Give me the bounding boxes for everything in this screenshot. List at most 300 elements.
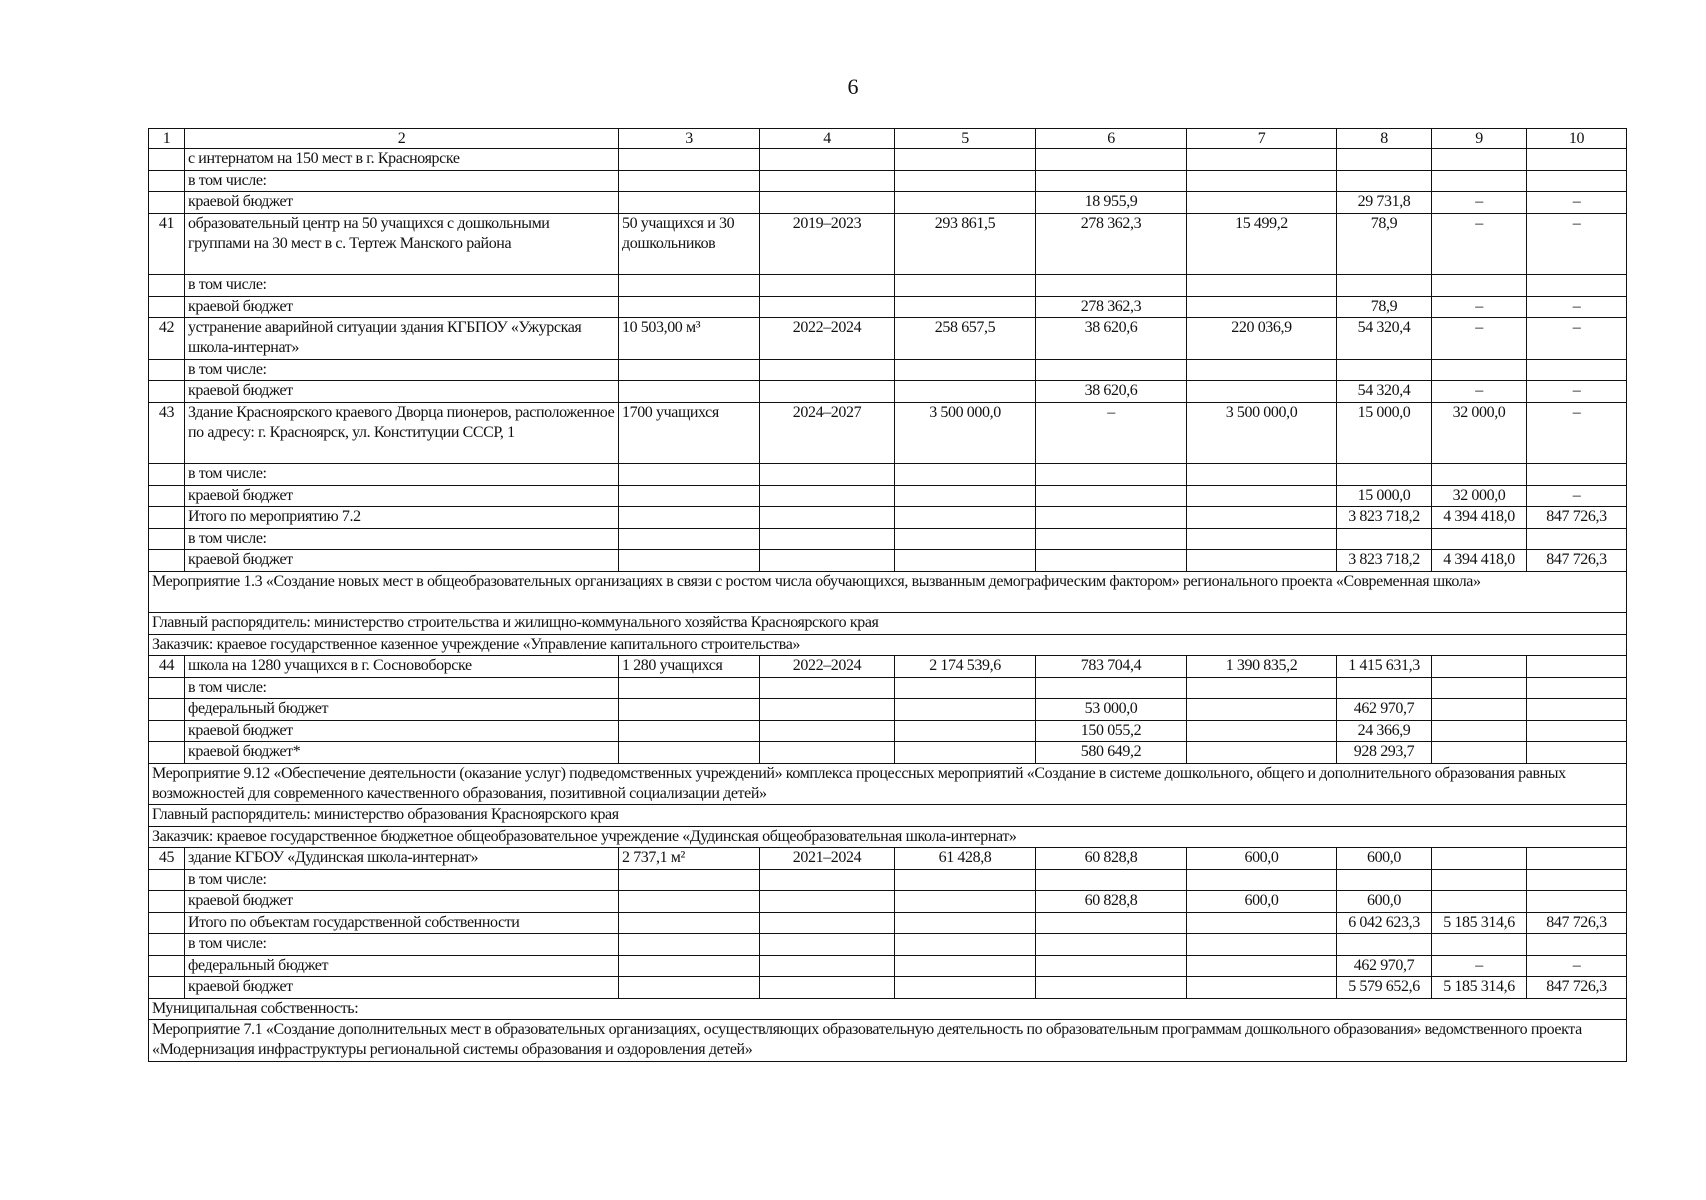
col6-cell: 783 704,4	[1036, 656, 1187, 678]
row-number-cell	[149, 464, 185, 486]
col9-cell	[1432, 528, 1527, 550]
col6-cell	[1036, 955, 1187, 977]
name-cell: краевой бюджет	[185, 381, 619, 403]
col7-cell	[1187, 699, 1337, 721]
col6-cell	[1036, 912, 1187, 934]
budget-table	[148, 128, 1627, 1062]
period-cell	[760, 550, 895, 572]
column-header: 5	[895, 129, 1036, 149]
row-number-cell: 44	[149, 656, 185, 678]
col9-cell	[1432, 656, 1527, 678]
capacity-cell	[619, 699, 760, 721]
name-cell: краевой бюджет	[185, 977, 619, 999]
col6-cell: 38 620,6	[1036, 381, 1187, 403]
col8-cell	[1337, 170, 1432, 192]
name-cell: краевой бюджет	[185, 485, 619, 507]
col8-cell	[1337, 528, 1432, 550]
col7-cell	[1187, 677, 1337, 699]
col9-cell	[1432, 891, 1527, 913]
col8-cell	[1337, 677, 1432, 699]
row-number-cell	[149, 192, 185, 214]
name-cell: краевой бюджет	[185, 192, 619, 214]
col9-cell	[1432, 742, 1527, 764]
section-header-row	[149, 1020, 1627, 1062]
table-row	[149, 977, 1627, 999]
col6-cell	[1036, 677, 1187, 699]
col7-cell	[1187, 720, 1337, 742]
table-row	[149, 170, 1627, 192]
col6-cell	[1036, 869, 1187, 891]
period-cell	[760, 149, 895, 171]
row-number-cell	[149, 891, 185, 913]
row-number-cell	[149, 296, 185, 318]
col8-cell: 928 293,7	[1337, 742, 1432, 764]
section-header-row	[149, 613, 1627, 635]
col9-cell	[1432, 170, 1527, 192]
col6-cell	[1036, 528, 1187, 550]
table-row	[149, 318, 1627, 360]
col8-cell: 1 415 631,3	[1337, 656, 1432, 678]
col7-cell	[1187, 381, 1337, 403]
col6-cell: –	[1036, 402, 1187, 464]
cost-cell	[895, 891, 1036, 913]
row-number-cell	[149, 528, 185, 550]
cost-cell	[895, 381, 1036, 403]
col8-cell: 54 320,4	[1337, 318, 1432, 360]
cost-cell	[895, 192, 1036, 214]
name-cell: в том числе:	[185, 869, 619, 891]
period-cell	[760, 192, 895, 214]
col6-cell: 38 620,6	[1036, 318, 1187, 360]
col7-cell	[1187, 149, 1337, 171]
col6-cell	[1036, 170, 1187, 192]
section-header-row	[149, 763, 1627, 805]
page-number: 6	[847, 74, 859, 99]
period-cell	[760, 275, 895, 297]
section-header-row	[149, 805, 1627, 827]
cost-cell	[895, 359, 1036, 381]
col6-cell	[1036, 275, 1187, 297]
column-header: 7	[1187, 129, 1337, 149]
col10-cell	[1527, 275, 1627, 297]
period-cell	[760, 742, 895, 764]
column-number-header-row	[149, 129, 1627, 149]
cost-cell	[895, 464, 1036, 486]
cost-cell	[895, 699, 1036, 721]
col7-cell	[1187, 485, 1337, 507]
col7-cell: 3 500 000,0	[1187, 402, 1337, 464]
col6-cell: 150 055,2	[1036, 720, 1187, 742]
section-header-row	[149, 826, 1627, 848]
col9-cell	[1432, 699, 1527, 721]
column-header: 9	[1432, 129, 1527, 149]
col9-cell	[1432, 275, 1527, 297]
name-cell: Здание Красноярского краевого Дворца пионеров, расположенное по адресу: г. Красноярск, ул. Конституции СССР, 1	[185, 402, 619, 464]
section-header-text: Мероприятие 1.3 «Создание новых мест в общеобразовательных организациях в связи с ростом числа обучающихся, вызванным демографическим фактором» регионального проекта «Современная школа»	[149, 571, 1627, 613]
row-number-cell: 45	[149, 848, 185, 870]
table-row	[149, 149, 1627, 171]
table-row	[149, 296, 1627, 318]
col10-cell: 847 726,3	[1527, 507, 1627, 529]
cost-cell	[895, 912, 1036, 934]
period-cell	[760, 869, 895, 891]
col9-cell: 4 394 418,0	[1432, 507, 1527, 529]
row-number-cell	[149, 955, 185, 977]
row-number-cell: 41	[149, 213, 185, 275]
col7-cell: 1 390 835,2	[1187, 656, 1337, 678]
capacity-cell	[619, 296, 760, 318]
col10-cell	[1527, 528, 1627, 550]
name-cell: в том числе:	[185, 464, 619, 486]
col10-cell	[1527, 934, 1627, 956]
col10-cell	[1527, 848, 1627, 870]
cost-cell	[895, 275, 1036, 297]
period-cell: 2019–2023	[760, 213, 895, 275]
name-cell: устранение аварийной ситуации здания КГБПОУ «Ужурская школа-интернат»	[185, 318, 619, 360]
col9-cell	[1432, 848, 1527, 870]
column-header: 6	[1036, 129, 1187, 149]
period-cell: 2024–2027	[760, 402, 895, 464]
name-cell: в том числе:	[185, 677, 619, 699]
table-row	[149, 528, 1627, 550]
col6-cell	[1036, 464, 1187, 486]
capacity-cell: 50 учащихся и 30 дошкольников	[619, 213, 760, 275]
row-number-cell	[149, 381, 185, 403]
period-cell: 2021–2024	[760, 848, 895, 870]
col10-cell: –	[1527, 213, 1627, 275]
period-cell	[760, 677, 895, 699]
section-header-text: Главный распорядитель: министерство строительства и жилищно-коммунального хозяйства Красноярского края	[149, 613, 1627, 635]
name-cell: в том числе:	[185, 934, 619, 956]
table-row	[149, 677, 1627, 699]
col9-cell: 5 185 314,6	[1432, 912, 1527, 934]
cost-cell	[895, 677, 1036, 699]
row-number-cell	[149, 742, 185, 764]
col6-cell: 18 955,9	[1036, 192, 1187, 214]
col8-cell: 15 000,0	[1337, 402, 1432, 464]
col6-cell: 278 362,3	[1036, 213, 1187, 275]
col6-cell	[1036, 359, 1187, 381]
capacity-cell	[619, 275, 760, 297]
col10-cell: –	[1527, 485, 1627, 507]
row-number-cell	[149, 912, 185, 934]
capacity-cell	[619, 170, 760, 192]
capacity-cell	[619, 149, 760, 171]
table-row	[149, 485, 1627, 507]
row-number-cell	[149, 359, 185, 381]
row-number-cell	[149, 720, 185, 742]
col9-cell: –	[1432, 318, 1527, 360]
capacity-cell	[619, 934, 760, 956]
row-number-cell	[149, 677, 185, 699]
table-row	[149, 912, 1627, 934]
section-header-row	[149, 634, 1627, 656]
table-row	[149, 507, 1627, 529]
col7-cell: 600,0	[1187, 848, 1337, 870]
table-row	[149, 275, 1627, 297]
capacity-cell	[619, 192, 760, 214]
capacity-cell	[619, 464, 760, 486]
col8-cell	[1337, 464, 1432, 486]
col9-cell	[1432, 934, 1527, 956]
period-cell: 2022–2024	[760, 656, 895, 678]
name-cell: федеральный бюджет	[185, 699, 619, 721]
col9-cell: 32 000,0	[1432, 402, 1527, 464]
row-number-cell	[149, 170, 185, 192]
row-number-cell	[149, 550, 185, 572]
col7-cell	[1187, 170, 1337, 192]
col10-cell	[1527, 149, 1627, 171]
col9-cell	[1432, 677, 1527, 699]
col7-cell: 220 036,9	[1187, 318, 1337, 360]
cost-cell: 2 174 539,6	[895, 656, 1036, 678]
cost-cell: 61 428,8	[895, 848, 1036, 870]
col6-cell: 580 649,2	[1036, 742, 1187, 764]
period-cell	[760, 464, 895, 486]
section-header-text: Мероприятие 7.1 «Создание дополнительных мест в образовательных организациях, осуществляющих образовательную деятельность по образовательным программам дошкольного образования» ведомственного проекта «Модернизация инфраструктуры региональной системы образования и оздоровления детей»	[149, 1020, 1627, 1062]
period-cell	[760, 912, 895, 934]
col8-cell: 78,9	[1337, 296, 1432, 318]
table-row	[149, 720, 1627, 742]
col7-cell	[1187, 275, 1337, 297]
cost-cell	[895, 955, 1036, 977]
name-cell: федеральный бюджет	[185, 955, 619, 977]
col10-cell	[1527, 869, 1627, 891]
section-header-text: Заказчик: краевое государственное бюджетное общеобразовательное учреждение «Дудинская общеобразовательная школа-интернат»	[149, 826, 1627, 848]
col9-cell: 32 000,0	[1432, 485, 1527, 507]
row-number-cell: 42	[149, 318, 185, 360]
col7-cell	[1187, 955, 1337, 977]
capacity-cell: 1 280 учащихся	[619, 656, 760, 678]
col9-cell: 5 185 314,6	[1432, 977, 1527, 999]
row-number-cell: 43	[149, 402, 185, 464]
section-header-text: Мероприятие 9.12 «Обеспечение деятельности (оказание услуг) подведомственных учреждений» комплекса процессных мероприятий «Создание в системе дошкольного, общего и дополнительного образования равных возможностей для современного качественного образования, позитивной социализации детей»	[149, 763, 1627, 805]
name-cell: здание КГБОУ «Дудинская школа-интернат»	[185, 848, 619, 870]
col8-cell: 54 320,4	[1337, 381, 1432, 403]
col7-cell	[1187, 912, 1337, 934]
row-number-cell	[149, 507, 185, 529]
name-cell: в том числе:	[185, 359, 619, 381]
col6-cell: 60 828,8	[1036, 891, 1187, 913]
col7-cell	[1187, 528, 1337, 550]
cost-cell	[895, 977, 1036, 999]
col10-cell: –	[1527, 955, 1627, 977]
cost-cell: 293 861,5	[895, 213, 1036, 275]
col10-cell: –	[1527, 381, 1627, 403]
capacity-cell	[619, 677, 760, 699]
col8-cell: 6 042 623,3	[1337, 912, 1432, 934]
name-cell: с интернатом на 150 мест в г. Красноярске	[185, 149, 619, 171]
name-cell: в том числе:	[185, 275, 619, 297]
table-row	[149, 656, 1627, 678]
col9-cell	[1432, 149, 1527, 171]
col10-cell: 847 726,3	[1527, 550, 1627, 572]
name-cell: в том числе:	[185, 170, 619, 192]
capacity-cell	[619, 359, 760, 381]
name-cell: в том числе:	[185, 528, 619, 550]
col8-cell: 78,9	[1337, 213, 1432, 275]
period-cell	[760, 170, 895, 192]
col8-cell: 600,0	[1337, 891, 1432, 913]
col10-cell	[1527, 170, 1627, 192]
cost-cell: 3 500 000,0	[895, 402, 1036, 464]
col8-cell: 462 970,7	[1337, 699, 1432, 721]
col8-cell	[1337, 869, 1432, 891]
capacity-cell	[619, 485, 760, 507]
col10-cell	[1527, 742, 1627, 764]
col6-cell	[1036, 977, 1187, 999]
col7-cell	[1187, 869, 1337, 891]
table-row	[149, 359, 1627, 381]
period-cell: 2022–2024	[760, 318, 895, 360]
col10-cell	[1527, 891, 1627, 913]
col9-cell: 4 394 418,0	[1432, 550, 1527, 572]
cost-cell	[895, 149, 1036, 171]
cost-cell	[895, 507, 1036, 529]
period-cell	[760, 359, 895, 381]
col7-cell	[1187, 934, 1337, 956]
col10-cell: 847 726,3	[1527, 977, 1627, 999]
period-cell	[760, 699, 895, 721]
col6-cell	[1036, 149, 1187, 171]
col10-cell: –	[1527, 402, 1627, 464]
column-header: 2	[185, 129, 619, 149]
col6-cell: 278 362,3	[1036, 296, 1187, 318]
col7-cell	[1187, 742, 1337, 764]
col8-cell: 15 000,0	[1337, 485, 1432, 507]
col9-cell	[1432, 359, 1527, 381]
col10-cell	[1527, 677, 1627, 699]
table-row	[149, 192, 1627, 214]
name-cell: краевой бюджет	[185, 891, 619, 913]
col7-cell	[1187, 359, 1337, 381]
column-header: 4	[760, 129, 895, 149]
section-header-row	[149, 998, 1627, 1020]
capacity-cell	[619, 977, 760, 999]
table-row	[149, 869, 1627, 891]
row-number-cell	[149, 149, 185, 171]
col7-cell	[1187, 507, 1337, 529]
column-header: 3	[619, 129, 760, 149]
capacity-cell	[619, 891, 760, 913]
capacity-cell: 1700 учащихся	[619, 402, 760, 464]
period-cell	[760, 934, 895, 956]
capacity-cell	[619, 912, 760, 934]
capacity-cell	[619, 507, 760, 529]
col9-cell: –	[1432, 192, 1527, 214]
col8-cell: 24 366,9	[1337, 720, 1432, 742]
col8-cell	[1337, 275, 1432, 297]
col9-cell	[1432, 464, 1527, 486]
col8-cell: 3 823 718,2	[1337, 507, 1432, 529]
table-row	[149, 742, 1627, 764]
column-header: 10	[1527, 129, 1627, 149]
col6-cell	[1036, 485, 1187, 507]
col8-cell: 462 970,7	[1337, 955, 1432, 977]
col6-cell: 53 000,0	[1036, 699, 1187, 721]
col10-cell: –	[1527, 318, 1627, 360]
row-number-cell	[149, 275, 185, 297]
period-cell	[760, 507, 895, 529]
cost-cell	[895, 296, 1036, 318]
col9-cell: –	[1432, 381, 1527, 403]
cost-cell: 258 657,5	[895, 318, 1036, 360]
col10-cell	[1527, 656, 1627, 678]
col9-cell: –	[1432, 955, 1527, 977]
col7-cell	[1187, 550, 1337, 572]
table-row	[149, 213, 1627, 275]
capacity-cell: 2 737,1 м²	[619, 848, 760, 870]
cost-cell	[895, 550, 1036, 572]
section-header-row	[149, 571, 1627, 613]
name-cell: краевой бюджет	[185, 550, 619, 572]
capacity-cell	[619, 381, 760, 403]
row-number-cell	[149, 869, 185, 891]
table-row	[149, 550, 1627, 572]
row-number-cell	[149, 977, 185, 999]
cost-cell	[895, 869, 1036, 891]
name-cell: образовательный центр на 50 учащихся с дошкольными группами на 30 мест в с. Тертеж Манского района	[185, 213, 619, 275]
col6-cell: 60 828,8	[1036, 848, 1187, 870]
table-row	[149, 955, 1627, 977]
col10-cell	[1527, 720, 1627, 742]
col10-cell: 847 726,3	[1527, 912, 1627, 934]
col7-cell: 600,0	[1187, 891, 1337, 913]
name-cell: краевой бюджет*	[185, 742, 619, 764]
capacity-cell: 10 503,00 м³	[619, 318, 760, 360]
row-number-cell	[149, 699, 185, 721]
col6-cell	[1036, 550, 1187, 572]
col7-cell	[1187, 977, 1337, 999]
col8-cell	[1337, 359, 1432, 381]
col8-cell	[1337, 149, 1432, 171]
name-cell: Итого по объектам государственной собственности	[185, 912, 619, 934]
col6-cell	[1036, 934, 1187, 956]
table-row	[149, 402, 1627, 464]
name-cell: краевой бюджет	[185, 720, 619, 742]
cost-cell	[895, 170, 1036, 192]
capacity-cell	[619, 955, 760, 977]
table-row	[149, 464, 1627, 486]
section-header-text: Главный распорядитель: министерство образования Красноярского края	[149, 805, 1627, 827]
table-row	[149, 381, 1627, 403]
period-cell	[760, 296, 895, 318]
col10-cell	[1527, 699, 1627, 721]
col7-cell	[1187, 192, 1337, 214]
period-cell	[760, 720, 895, 742]
period-cell	[760, 977, 895, 999]
col7-cell	[1187, 464, 1337, 486]
col10-cell: –	[1527, 192, 1627, 214]
col10-cell	[1527, 464, 1627, 486]
row-number-cell	[149, 934, 185, 956]
col7-cell: 15 499,2	[1187, 213, 1337, 275]
table-row	[149, 891, 1627, 913]
col9-cell: –	[1432, 213, 1527, 275]
col10-cell	[1527, 359, 1627, 381]
col9-cell	[1432, 720, 1527, 742]
capacity-cell	[619, 742, 760, 764]
cost-cell	[895, 934, 1036, 956]
cost-cell	[895, 528, 1036, 550]
capacity-cell	[619, 550, 760, 572]
section-header-text: Муниципальная собственность:	[149, 998, 1627, 1020]
col8-cell: 3 823 718,2	[1337, 550, 1432, 572]
period-cell	[760, 381, 895, 403]
name-cell: Итого по мероприятию 7.2	[185, 507, 619, 529]
table-body	[149, 129, 1627, 1062]
cost-cell	[895, 742, 1036, 764]
